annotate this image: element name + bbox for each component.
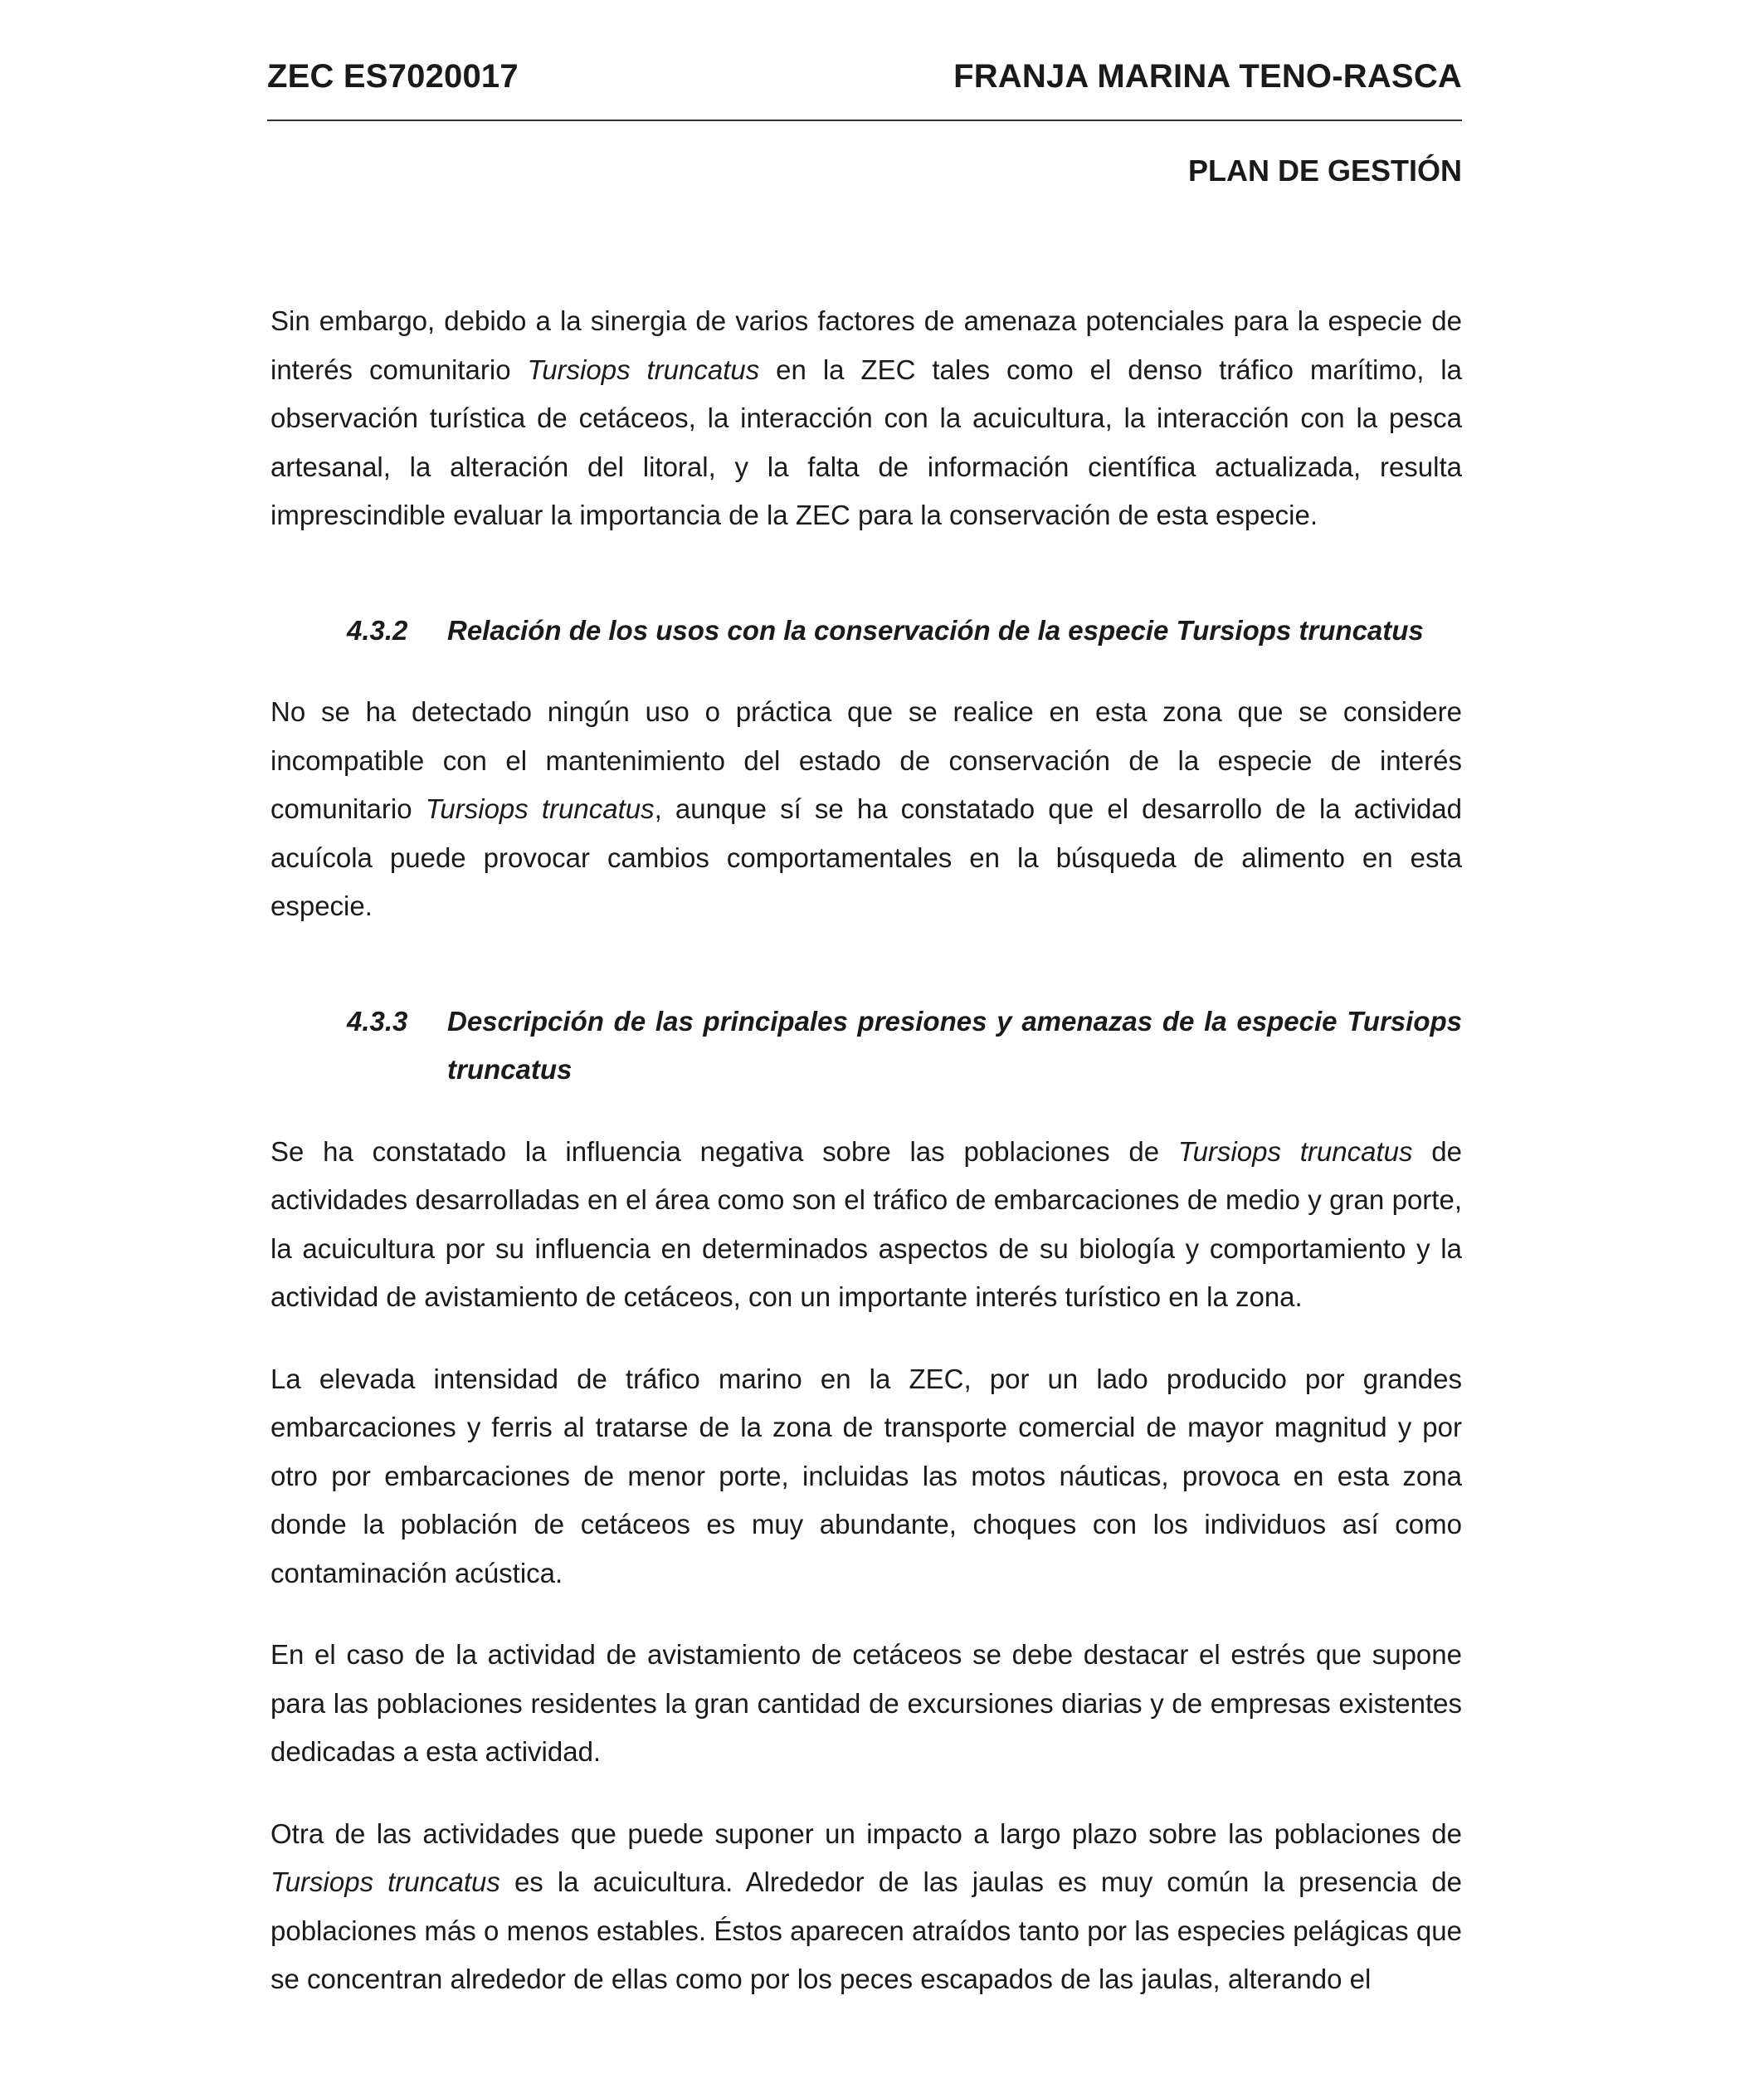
paragraph-6-text-a: Otra de las actividades que puede suponer un impacto a largo plazo sobre las poblaciones de — [270, 1817, 1462, 1849]
paragraph-2-text-a: No se ha detectado ningún uso o práctica que se realice en esta zona que se considere incompatible con el mantenimiento del estado de conservación de la especie de interés comunitario — [270, 696, 1462, 824]
paragraph-5: En el caso de la actividad de avistamiento de cetáceos se debe destacar el estrés que supone para las poblaciones residentes la gran cantidad de excursiones diarias y de empresas existentes dedicadas a esta actividad. — [270, 1639, 1462, 1767]
section-number: 4.3.2 — [347, 614, 408, 646]
paragraph-1 — [270, 297, 1462, 540]
section-heading-4-3-3 — [270, 998, 1462, 1095]
paragraph-1-text-a: Sin embargo, debido a la sinergia de varios factores de amenaza potenciales para la especie de interés comunitario — [270, 305, 1462, 385]
paragraph-3-text-a: Se ha constatado la influencia negativa sobre las poblaciones de — [270, 1135, 1178, 1167]
section-number: 4.3.3 — [347, 1005, 408, 1037]
document-subtitle: PLAN DE GESTIÓN — [1187, 154, 1462, 188]
paragraph-3 — [270, 1128, 1462, 1322]
header-site-name: FRANJA MARINA TENO-RASCA — [953, 57, 1462, 95]
paragraph-1-text-b: en la ZEC tales como el denso tráfico marítimo, la observación turística de cetáceos, la interacción con la acuicultura, la interacción con la pesca artesanal, la alteración del litoral, y la falta de información científica actualizada, resulta imprescindible evaluar la importancia de la ZEC para la conservación de esta especie. — [270, 354, 1462, 530]
paragraph-2 — [270, 688, 1462, 931]
species-name: Tursiops truncatus — [527, 354, 760, 385]
header-site-code: ZEC ES7020017 — [267, 57, 519, 95]
paragraph-3-text-b: de actividades desarrolladas en el área como son el tráfico de embarcaciones de medio y gran porte, la acuicultura por su influencia en determinados aspectos de su biología y comportamiento y la actividad de avistamiento de cetáceos, con un importante interés turístico en la zona. — [270, 1135, 1462, 1312]
header-divider — [267, 120, 1462, 121]
species-name: Tursiops truncatus — [1177, 1135, 1413, 1167]
section-title: Relación de los usos con la conservación de la especie Tursiops truncatus — [447, 614, 1424, 646]
page-header — [267, 51, 1462, 101]
species-name: Tursiops truncatus — [425, 793, 655, 824]
paragraph-6 — [270, 1810, 1462, 2004]
section-title: Descripción de las principales presiones y amenazas de la especie Tursiops truncatus — [447, 1005, 1462, 1085]
paragraph-6-text-b: es la acuicultura. Alrededor de las jaulas es muy común la presencia de poblaciones más o menos estables. Éstos aparecen atraídos tanto por las especies pelágicas que se concentran alrededor de ellas como por los peces escapados de las jaulas, alterando el — [270, 1866, 1462, 1994]
section-heading-4-3-2 — [270, 607, 1462, 656]
species-name: Tursiops truncatus — [270, 1866, 500, 1897]
document-body — [270, 297, 1462, 2004]
paragraph-2-text-b: , aunque sí se ha constatado que el desarrollo de la actividad acuícola puede provocar cambios comportamentales en la búsqueda de alimento en esta especie. — [270, 793, 1463, 921]
paragraph-4: La elevada intensidad de tráfico marino en la ZEC, por un lado producido por grandes embarcaciones y ferris al tratarse de la zona de transporte comercial de mayor magnitud y por otro por embarcaciones de menor porte, incluidas las motos náuticas, provoca en esta zona donde la población de cetáceos es muy abundante, choques con los individuos así como contaminación acústica. — [270, 1363, 1462, 1588]
